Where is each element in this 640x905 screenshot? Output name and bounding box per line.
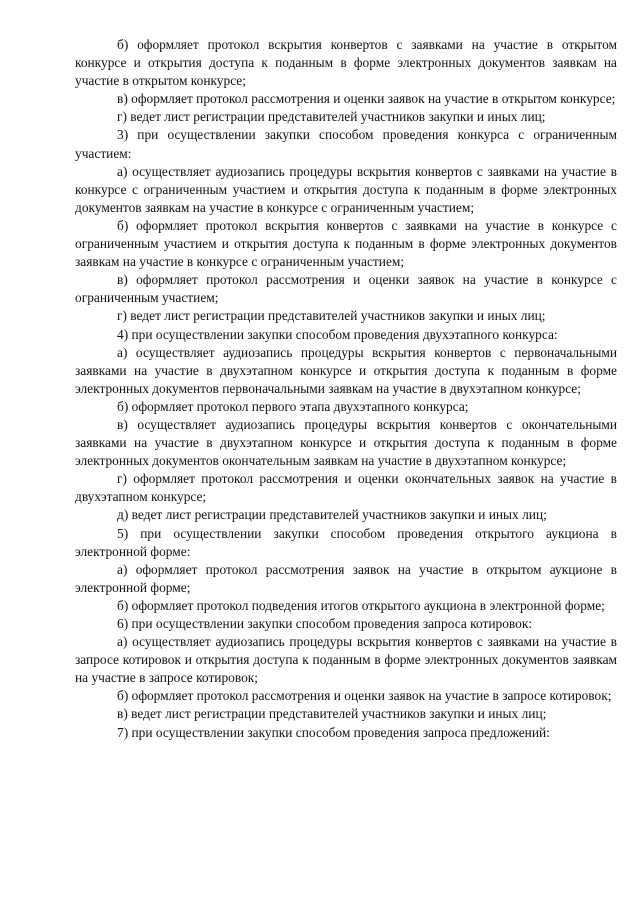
document-page	[75, 36, 617, 742]
paragraph: а) осуществляет аудиозапись процедуры вскрытия конвертов с первоначальными заявками на участие в двухэтапном конкурсе и открытия доступа к поданным в форме электронных документов первоначальными заявкам на участие в двухэтапном конкурсе;	[75, 344, 617, 396]
paragraph: в) осуществляет аудиозапись процедуры вскрытия конвертов с окончательными заявками на участие в двухэтапном конкурсе и открытия доступа к поданным в форме электронных документов окончательным заявкам на участие в двухэтапном конкурсе;	[75, 416, 617, 469]
paragraph: а) осуществляет аудиозапись процедуры вскрытия конвертов с заявками на участие в запросе котировок и открытия доступа к поданным в форме электронных документов заявкам на участие в запросе котировок;	[75, 634, 617, 686]
paragraph: б) оформляет протокол рассмотрения и оценки заявок на участие в запросе котировок;	[117, 688, 612, 704]
paragraph: 7) при осуществлении закупки способом проведения запроса предложений:	[117, 724, 550, 740]
paragraph: б) оформляет протокол первого этапа двухэтапного конкурса;	[117, 398, 469, 414]
paragraph: 4) при осуществлении закупки способом проведения двухэтапного конкурса:	[117, 326, 558, 342]
paragraph: а) осуществляет аудиозапись процедуры вскрытия конвертов с заявками на участие в конкурсе с ограниченным участием и открытия доступа к поданным в форме электронных документов заявкам на участие в конкурсе с ограниченным участием;	[75, 163, 617, 215]
paragraph: 3) при осуществлении закупки способом проведения конкурса с ограниченным участием:	[75, 127, 617, 161]
paragraph: г) оформляет протокол рассмотрения и оценки окончательных заявок на участие в двухэтапном конкурсе;	[75, 471, 617, 505]
paragraph: 6) при осуществлении закупки способом проведения запроса котировок:	[117, 616, 533, 631]
paragraph: г) ведет лист регистрации представителей участников закупки и иных лиц;	[117, 109, 546, 125]
paragraph: в) ведет лист регистрации представителей участников закупки и иных лиц;	[117, 706, 547, 722]
paragraph: б) оформляет протокол вскрытия конвертов с заявками на участие в открытом конкурсе и открытия доступа к поданным в форме электронных документов заявкам на участие в открытом конкурсе;	[75, 37, 617, 89]
paragraph: д) ведет лист регистрации представителей участников закупки и иных лиц;	[117, 507, 547, 523]
paragraph: в) оформляет протокол рассмотрения и оценки заявок на участие в конкурсе с ограниченным участием;	[75, 272, 617, 306]
paragraph: б) оформляет протокол подведения итогов открытого аукциона в электронной форме;	[117, 597, 605, 613]
paragraph: в) оформляет протокол рассмотрения и оценки заявок на участие в открытом конкурсе;	[117, 91, 616, 107]
paragraph: а) оформляет протокол рассмотрения заявок на участие в открытом аукционе в электронной форме;	[75, 561, 617, 595]
paragraph: 5) при осуществлении закупки способом проведения открытого аукциона в электронной форме:	[75, 525, 617, 559]
paragraph: г) ведет лист регистрации представителей участников закупки и иных лиц;	[117, 308, 546, 324]
paragraph: б) оформляет протокол вскрытия конвертов с заявками на участие в конкурсе с ограниченным участием и открытия доступа к поданным в форме электронных документов заявкам на участие в конкурсе с ограниченным участием;	[75, 217, 617, 270]
